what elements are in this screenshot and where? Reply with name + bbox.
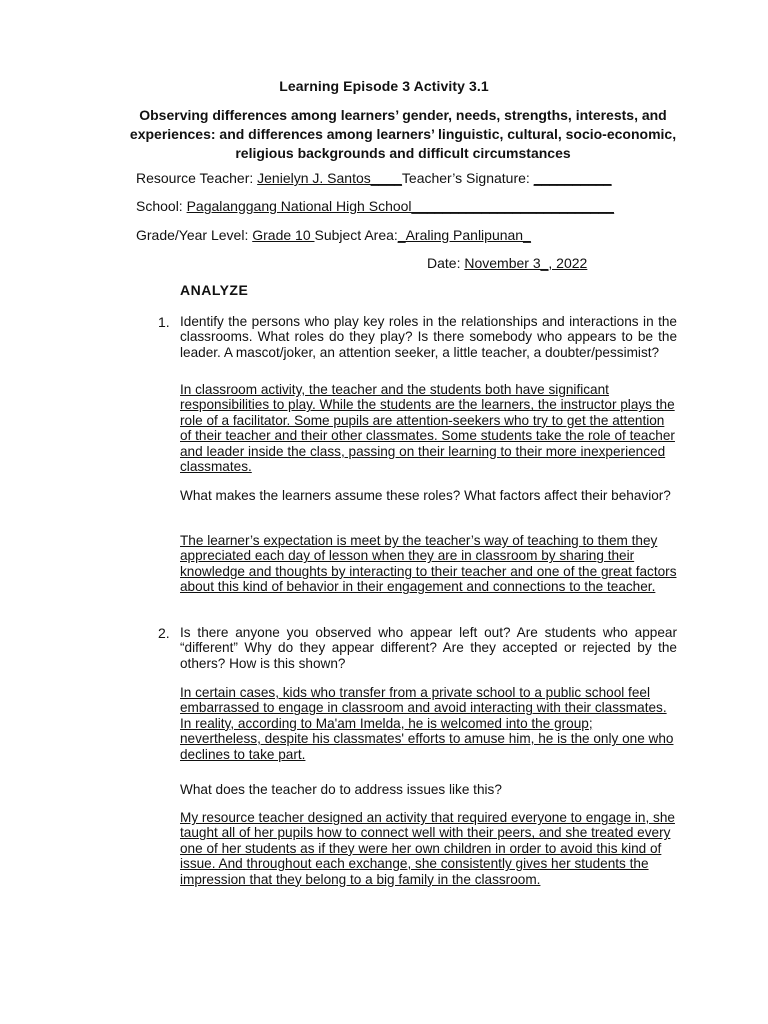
question-text: Is there anyone you observed who appear left out? Are students who appear “different” Why do they appear different? Are they accepted or rejected by the others? How is this shown? bbox=[180, 625, 677, 671]
followup-question-text: What does the teacher do to address issues like this? bbox=[180, 782, 502, 797]
question-text: Identify the persons who play key roles in the relationships and interactions in the classrooms. What roles do they play? Is there somebody who appears to be the leader. A mascot/joker, an attention seeker, a little teacher, a doubter/pessimist? bbox=[180, 314, 677, 360]
date-value: November 3_, 2022 bbox=[464, 255, 588, 271]
item-number: 2. bbox=[158, 625, 170, 641]
subject-value: _Araling Panlipunan_ bbox=[397, 227, 531, 243]
grade-value: Grade 10 bbox=[252, 227, 315, 243]
resource-teacher-row bbox=[136, 170, 612, 186]
grade-subject-row bbox=[136, 227, 531, 243]
date-row bbox=[427, 255, 587, 271]
document-subtitle: Observing differences among learners’ gender, needs, strengths, interests, and experiences: and differences among learners’ linguistic, cultural, socio-economic, religious backgrounds and difficult circumstances bbox=[129, 107, 677, 161]
resource-teacher-label: Resource Teacher: bbox=[136, 170, 254, 186]
signature-value: __________ bbox=[533, 170, 612, 186]
resource-teacher-value: Jenielyn J. Santos____ bbox=[257, 170, 402, 186]
signature-label: Teacher’s Signature: bbox=[401, 170, 530, 186]
school-row bbox=[136, 198, 614, 214]
subject-label: Subject Area: bbox=[314, 227, 398, 243]
section-heading: ANALYZE bbox=[180, 282, 249, 298]
school-label: School: bbox=[136, 198, 183, 214]
document-title: Learning Episode 3 Activity 3.1 bbox=[279, 78, 489, 94]
answer-text: In classroom activity, the teacher and the students both have significant responsibilities to play. While the students are the learners, the instructor plays the role of a facilitator. Some pupils are attention-seekers who try to get the attention of their teacher and their other classmates. Some students take the role of teacher and leader inside the class, passing on their learning to their more inexperienced classmates. bbox=[180, 382, 675, 475]
item-number: 1. bbox=[158, 314, 170, 330]
date-label: Date: bbox=[427, 255, 461, 271]
answer-text: In certain cases, kids who transfer from a private school to a public school feel embarrassed to engage in classroom and avoid interacting with their classmates. In reality, according to Ma'am Imelda, he is welcomed into the group; nevertheless, despite his classmates' efforts to amuse him, he is the only one who declines to take part. bbox=[180, 685, 674, 762]
followup-answer-text: My resource teacher designed an activity that required everyone to engage in, she taught all of her pupils how to connect well with their peers, and she treated every one of her students as if they were her own children in order to avoid this kind of issue. And throughout each exchange, she consistently gives her students the impression that they belong to a big family in the classroom. bbox=[180, 810, 675, 887]
grade-label: Grade/Year Level: bbox=[136, 227, 249, 243]
followup-question-text: What makes the learners assume these roles? What factors affect their behavior? bbox=[180, 488, 671, 503]
followup-answer-text: The learner’s expectation is meet by the teacher’s way of teaching to them they appreciated each day of lesson when they are in classroom by sharing their knowledge and thoughts by interacting to their teacher and one of the great factors about this kind of behavior in their engagement and connections to the teacher. bbox=[180, 533, 677, 595]
school-value: Pagalanggang National High School__________________________ bbox=[186, 198, 614, 214]
